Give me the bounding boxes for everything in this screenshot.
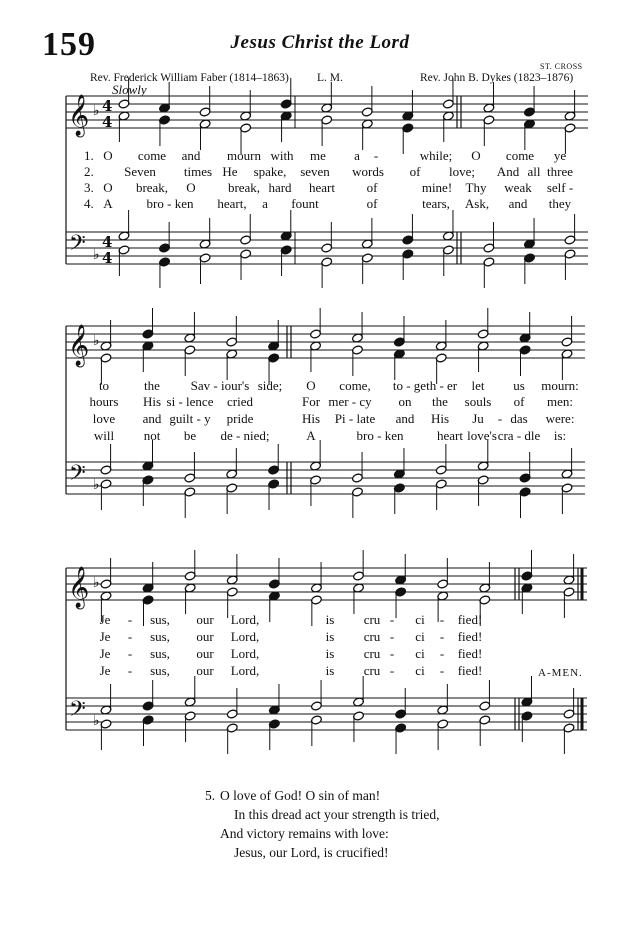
treble-clef: 𝄞 (68, 567, 90, 608)
lyric-syllable: fied! (457, 612, 483, 627)
lyric-syllable: love's (467, 428, 497, 443)
tune-name: ST. CROSS (540, 62, 583, 71)
lyric-syllable: all (527, 164, 541, 179)
lyric-syllable: fied! (457, 629, 483, 644)
lyric-syllable: O (306, 378, 316, 393)
lyric-syllable: - (439, 629, 445, 644)
lyric-syllable: the (144, 378, 160, 393)
lyric-syllable: - (439, 612, 445, 627)
time-signature: 4 (102, 113, 113, 131)
lyric-syllable: will (93, 428, 115, 443)
verse-number: 1. (84, 148, 94, 163)
key-signature-flat: ♭ (93, 333, 100, 349)
lyric-syllable: Seven (124, 164, 156, 179)
lyric-syllable: come (505, 148, 535, 163)
lyric-syllable: A (306, 428, 316, 443)
lyric-syllable: love (92, 411, 116, 426)
lyric-syllable: is (325, 663, 335, 678)
lyric-syllable: fount (291, 196, 319, 211)
lyric-syllable: heart (309, 180, 335, 195)
lyric-syllable: self - (546, 180, 574, 195)
lyric-syllable: O (103, 180, 113, 195)
lyric-syllable: they (548, 196, 572, 211)
lyric-syllable: For (301, 394, 321, 409)
key-signature-flat: ♭ (93, 477, 100, 493)
lyric-syllable: me (310, 148, 326, 163)
composer-credit: Rev. John B. Dykes (1823–1876) (420, 72, 574, 84)
lyric-syllable: guilt - y (169, 411, 211, 426)
lyric-syllable: hours (89, 394, 119, 409)
lyric-syllable: de - nied; (220, 428, 270, 443)
lyric-syllable: Sav - iour's (190, 378, 250, 393)
lyric-syllable: is (325, 629, 335, 644)
lyric-syllable: - (389, 612, 395, 627)
hymn-number: 159 (42, 26, 96, 63)
key-signature-flat: ♭ (93, 103, 100, 119)
lyric-syllable: bro - ken (146, 196, 194, 211)
lyric-syllable: hard (268, 180, 292, 195)
lyric-syllable: cru (363, 663, 381, 678)
tempo-marking: Slowly (112, 82, 147, 97)
lyric-syllable: our (196, 612, 214, 627)
lyric-syllable: ci (415, 612, 425, 627)
lyric-syllable: cru (363, 646, 381, 661)
lyric-syllable: with (270, 148, 294, 163)
lyric-syllable: Ask, (464, 196, 490, 211)
bass-clef: 𝄢 (69, 231, 86, 261)
lyric-syllable: be (183, 428, 197, 443)
lyric-syllable: cru (363, 629, 381, 644)
key-signature-flat: ♭ (93, 247, 100, 263)
lyric-syllable: our (196, 646, 214, 661)
lyric-syllable: si - lence (166, 394, 214, 409)
lyric-syllable: mourn: (541, 378, 579, 393)
lyric-syllable: Je (99, 612, 111, 627)
lyric-syllable: men: (547, 394, 573, 409)
lyric-syllable: and (508, 196, 528, 211)
lyric-syllable: pride (226, 411, 254, 426)
time-signature: 4 (102, 249, 113, 267)
lyric-syllable: break, (227, 180, 261, 195)
lyric-syllable: a (354, 148, 360, 163)
lyric-syllable: And (496, 164, 520, 179)
lyric-syllable: let (471, 378, 485, 393)
lyric-syllable: were: (545, 411, 575, 426)
lyric-syllable: O (103, 148, 113, 163)
lyric-syllable: a (262, 196, 268, 211)
lyric-syllable: He (222, 164, 238, 179)
lyric-syllable: times (183, 164, 213, 179)
bass-clef: 𝄢 (69, 697, 86, 727)
lyric-syllable: Je (99, 629, 111, 644)
verse5-line: Jesus, our Lord, is crucified! (234, 845, 389, 860)
lyric-syllable: come, (339, 378, 371, 393)
lyric-syllable: Pi - late (334, 411, 376, 426)
verse5-number: 5. (205, 788, 216, 803)
lyric-syllable: mine! (421, 180, 453, 195)
lyric-syllable: tears, (422, 196, 450, 211)
lyric-syllable: ci (415, 663, 425, 678)
lyric-syllable: Je (99, 663, 111, 678)
lyric-syllable: weak (504, 180, 532, 195)
lyric-syllable: sus, (150, 663, 170, 678)
treble-clef: 𝄞 (68, 95, 90, 136)
lyric-syllable: - (127, 663, 133, 678)
lyric-syllable: ci (415, 646, 425, 661)
lyric-syllable: come (137, 148, 167, 163)
lyric-syllable: Lord, (230, 612, 260, 627)
verse-number: 3. (84, 180, 94, 195)
lyric-syllable: sus, (150, 646, 170, 661)
lyric-syllable: souls (464, 394, 492, 409)
lyric-syllable: and (142, 411, 162, 426)
lyric-syllable: cru (363, 612, 381, 627)
lyric-syllable: Lord, (230, 646, 260, 661)
lyric-syllable: our (196, 629, 214, 644)
lyric-syllable: Thy (465, 180, 487, 195)
key-signature-flat: ♭ (93, 713, 100, 729)
lyric-syllable: - (439, 646, 445, 661)
lyric-syllable: - (389, 629, 395, 644)
lyric-syllable: of (366, 180, 378, 195)
lyric-syllable: and (181, 148, 201, 163)
time-signature: 4 (102, 233, 113, 251)
lyric-syllable: A (103, 196, 113, 211)
lyric-syllable: break, (135, 180, 169, 195)
lyric-syllable: the (432, 394, 448, 409)
lyric-syllable: ci (415, 629, 425, 644)
lyric-syllable: - (497, 411, 503, 426)
lyric-syllable: on (398, 394, 412, 409)
lyric-syllable: cra - dle (497, 428, 541, 443)
lyric-syllable: us (513, 378, 525, 393)
lyric-syllable: seven (300, 164, 330, 179)
lyric-syllable: Ju (472, 411, 484, 426)
lyric-syllable: O (471, 148, 481, 163)
amen-label: A-MEN. (538, 667, 583, 679)
lyric-syllable: of (409, 164, 421, 179)
lyric-syllable: is: (553, 428, 567, 443)
lyric-syllable: words (352, 164, 384, 179)
lyric-syllable: His (430, 411, 450, 426)
lyric-syllable: spake, (253, 164, 287, 179)
lyric-syllable: bro - ken (356, 428, 404, 443)
lyric-syllable: while; (419, 148, 453, 163)
lyric-syllable: O (186, 180, 196, 195)
lyric-syllable: His (301, 411, 321, 426)
lyric-syllable: to (98, 378, 110, 393)
lyric-syllable: fied! (457, 646, 483, 661)
lyric-syllable: His (142, 394, 162, 409)
lyric-syllable: - (389, 646, 395, 661)
lyric-syllable: mer - cy (328, 394, 372, 409)
lyric-syllable: fied! (457, 663, 483, 678)
lyric-syllable: - (373, 148, 379, 163)
lyric-syllable: das (510, 411, 528, 426)
hymn-title: Jesus Christ the Lord (230, 32, 410, 53)
lyric-syllable: is (325, 646, 335, 661)
lyric-syllable: heart, (217, 196, 247, 211)
lyric-syllable: not (143, 428, 161, 443)
lyric-syllable: - (439, 663, 445, 678)
lyric-syllable: sus, (150, 629, 170, 644)
lyric-syllable: Je (99, 646, 111, 661)
lyric-syllable: ye (553, 148, 567, 163)
verse-number: 2. (84, 164, 94, 179)
verse-number: 4. (84, 196, 94, 211)
bass-clef: 𝄢 (69, 461, 86, 491)
lyric-syllable: - (127, 629, 133, 644)
lyric-syllable: and (395, 411, 415, 426)
author-credit: Rev. Frederick William Faber (1814–1863) (90, 72, 289, 84)
lyric-syllable: - (127, 612, 133, 627)
key-signature-flat: ♭ (93, 575, 100, 591)
lyric-syllable: love; (449, 164, 475, 179)
lyric-syllable: is (325, 612, 335, 627)
lyric-syllable: - (389, 663, 395, 678)
lyric-syllable: three (547, 164, 573, 179)
time-signature: 4 (102, 97, 113, 115)
lyric-syllable: mourn (227, 148, 261, 163)
lyric-syllable: to - geth - er (392, 378, 458, 393)
lyric-syllable: sus, (150, 612, 170, 627)
lyric-syllable: Lord, (230, 629, 260, 644)
lyric-syllable: of (366, 196, 378, 211)
lyric-syllable: heart (437, 428, 463, 443)
lyric-syllable: side; (257, 378, 283, 393)
verse5-line: In this dread act your strength is tried, (234, 807, 440, 822)
lyric-syllable: of (513, 394, 525, 409)
lyric-syllable: cried (227, 394, 253, 409)
verse5-line: O love of God! O sin of man! (220, 788, 381, 803)
treble-clef: 𝄞 (68, 325, 90, 366)
meter: L. M. (317, 72, 343, 84)
verse5-line: And victory remains with love: (220, 826, 389, 841)
lyric-syllable: Lord, (230, 663, 260, 678)
lyric-syllable: our (196, 663, 214, 678)
lyric-syllable: - (127, 646, 133, 661)
